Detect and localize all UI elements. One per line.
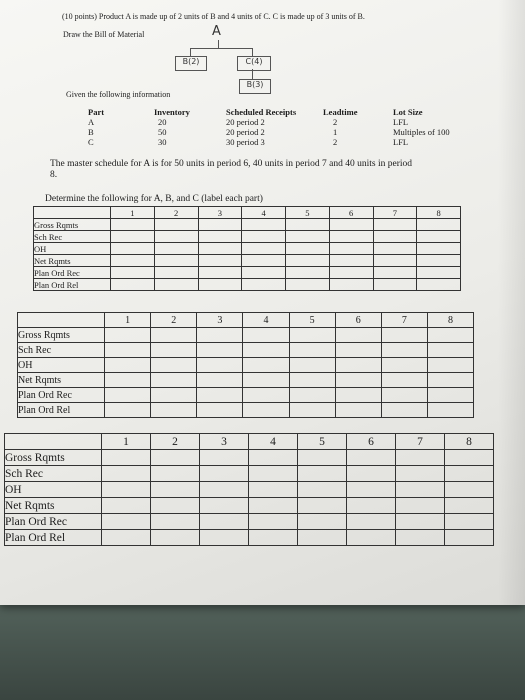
cell-lot: LFL [393,137,409,147]
blank-cell[interactable] [111,279,155,291]
blank-cell[interactable] [298,450,347,466]
leadtime-column [333,117,337,147]
table-row [18,373,474,388]
blank-cell[interactable] [298,466,347,482]
blank-cell[interactable] [298,530,347,546]
bom-box-b3: B(3) [239,79,271,94]
blank-cell[interactable] [102,530,151,546]
bom-connector [252,69,253,79]
period-cell: 1 [105,313,151,328]
blank-cell[interactable] [347,450,396,466]
blank-cell[interactable] [289,358,335,373]
blank-cell[interactable] [151,403,197,418]
blank-cell[interactable] [198,243,242,255]
cell-inventory: 30 [158,137,167,147]
corner-cell [5,434,102,450]
blank-cell[interactable] [111,243,155,255]
table-row [34,219,461,231]
blank-cell[interactable] [396,530,445,546]
table-row [18,403,474,418]
corner-cell [18,313,105,328]
blank-cell[interactable] [105,358,151,373]
row-label: Plan Ord Rec [5,514,102,530]
blank-cell[interactable] [298,482,347,498]
paper-shadow [498,0,525,605]
blank-cell[interactable] [151,373,197,388]
blank-cell[interactable] [329,219,373,231]
cell-part: B [88,127,94,137]
blank-cell[interactable] [249,466,298,482]
cell-leadtime: 2 [333,117,338,127]
blank-cell[interactable] [102,450,151,466]
blank-cell[interactable] [242,267,286,279]
blank-cell[interactable] [335,343,381,358]
blank-cell[interactable] [200,482,249,498]
blank-cell[interactable] [335,373,381,388]
blank-cell[interactable] [243,328,289,343]
blank-cell[interactable] [249,450,298,466]
row-label: Gross Rqmts [18,328,105,343]
blank-cell[interactable] [381,403,427,418]
blank-cell[interactable] [197,388,243,403]
blank-cell[interactable] [200,530,249,546]
blank-cell[interactable] [347,482,396,498]
blank-cell[interactable] [335,388,381,403]
blank-cell[interactable] [151,466,200,482]
blank-cell[interactable] [335,328,381,343]
blank-cell[interactable] [102,514,151,530]
blank-cell[interactable] [105,343,151,358]
bom-box-c4: C(4) [237,56,271,71]
period-header-row [18,313,474,328]
blank-cell[interactable] [102,498,151,514]
blank-cell[interactable] [347,530,396,546]
blank-cell[interactable] [396,482,445,498]
scheduled-column [226,117,265,147]
bom-connector [190,48,191,56]
blank-cell[interactable] [373,243,417,255]
blank-cell[interactable] [373,279,417,291]
blank-cell[interactable] [249,514,298,530]
period-cell: 6 [329,207,373,219]
cell-inventory: 50 [158,127,167,137]
blank-cell[interactable] [373,219,417,231]
bom-root-a: A [212,24,221,39]
table-row [5,514,494,530]
bom-box-b2: B(2) [175,56,207,71]
blank-cell[interactable] [427,388,473,403]
blank-cell[interactable] [417,231,461,243]
period-cell: 5 [298,434,347,450]
blank-cell[interactable] [151,498,200,514]
blank-cell[interactable] [335,403,381,418]
cell-inventory: 20 [158,117,167,127]
table-row [34,279,461,291]
blank-cell[interactable] [242,243,286,255]
blank-cell[interactable] [200,514,249,530]
col-header-scheduled: Scheduled Receipts [226,107,297,117]
period-cell: 3 [197,313,243,328]
period-cell: 4 [243,313,289,328]
blank-cell[interactable] [417,243,461,255]
blank-cell[interactable] [105,403,151,418]
row-label: Plan Ord Rel [18,403,105,418]
table-row [34,243,461,255]
table-row [34,255,461,267]
cell-part: A [88,117,95,127]
col-header-part: Part [88,107,105,117]
blank-cell[interactable] [111,255,155,267]
blank-cell[interactable] [286,219,330,231]
blank-cell[interactable] [105,373,151,388]
blank-cell[interactable] [381,358,427,373]
blank-cell[interactable] [373,267,417,279]
cell-part: C [88,137,94,147]
row-label: Gross Rqmts [34,219,111,231]
period-cell: 8 [427,313,473,328]
blank-cell[interactable] [381,343,427,358]
col-header-leadtime: Leadtime [323,107,358,117]
period-cell: 6 [335,313,381,328]
blank-cell[interactable] [396,498,445,514]
period-cell: 5 [289,313,335,328]
period-cell: 8 [417,207,461,219]
blank-cell[interactable] [347,498,396,514]
row-label: Plan Ord Rel [5,530,102,546]
cell-scheduled: 30 period 3 [226,137,265,147]
period-cell: 3 [198,207,242,219]
cell-lot: Multiples of 100 [393,127,450,137]
blank-cell[interactable] [396,450,445,466]
blank-cell[interactable] [427,358,473,373]
blank-cell[interactable] [289,328,335,343]
row-label: Net Rqmts [5,498,102,514]
table-row [18,358,474,373]
part-column [88,117,94,147]
inventory-column [158,117,167,147]
table-row [18,388,474,403]
row-label: Net Rqmts [34,255,111,267]
row-label: Sch Rec [5,466,102,482]
blank-cell[interactable] [347,466,396,482]
period-cell: 1 [111,207,155,219]
blank-cell[interactable] [298,498,347,514]
given-label: Given the following information [66,90,171,99]
blank-cell[interactable] [197,373,243,388]
table-row [5,498,494,514]
bom-connector [190,48,252,49]
period-cell: 5 [286,207,330,219]
blank-cell[interactable] [243,373,289,388]
blank-cell[interactable] [151,343,197,358]
blank-cell[interactable] [200,450,249,466]
blank-cell[interactable] [242,279,286,291]
blank-cell[interactable] [445,482,494,498]
period-cell: 7 [381,313,427,328]
row-label: Plan Ord Rel [34,279,111,291]
row-label: Plan Ord Rec [18,388,105,403]
blank-cell[interactable] [289,373,335,388]
blank-cell[interactable] [242,219,286,231]
blank-cell[interactable] [111,219,155,231]
blank-cell[interactable] [151,530,200,546]
blank-cell[interactable] [249,482,298,498]
blank-cell[interactable] [289,343,335,358]
blank-cell[interactable] [151,328,197,343]
blank-cell[interactable] [427,328,473,343]
cell-lot: LFL [393,117,409,127]
blank-cell[interactable] [445,514,494,530]
cell-scheduled: 20 period 2 [226,117,265,127]
blank-cell[interactable] [381,328,427,343]
problem-header: (10 points) Product A is made up of 2 units of B and 4 units of C. C is made up of 3 units of B. [62,12,365,21]
blank-cell[interactable] [197,343,243,358]
bom-instruction: Draw the Bill of Material [63,30,145,39]
blank-cell[interactable] [381,373,427,388]
table-row [5,450,494,466]
blank-cell[interactable] [198,231,242,243]
blank-cell[interactable] [102,466,151,482]
blank-cell[interactable] [151,358,197,373]
blank-cell[interactable] [242,231,286,243]
blank-cell[interactable] [329,255,373,267]
period-cell: 7 [373,207,417,219]
blank-cell[interactable] [289,388,335,403]
col-header-inventory: Inventory [154,107,190,117]
blank-cell[interactable] [200,498,249,514]
blank-cell[interactable] [102,482,151,498]
blank-cell[interactable] [417,219,461,231]
blank-cell[interactable] [417,279,461,291]
blank-cell[interactable] [286,231,330,243]
cell-leadtime: 2 [333,137,338,147]
blank-cell[interactable] [154,255,198,267]
blank-cell[interactable] [396,466,445,482]
blank-cell[interactable] [111,231,155,243]
blank-cell[interactable] [249,530,298,546]
period-cell: 3 [200,434,249,450]
blank-cell[interactable] [243,403,289,418]
blank-cell[interactable] [347,514,396,530]
blank-cell[interactable] [329,243,373,255]
mrp-table-3 [4,433,494,546]
blank-cell[interactable] [151,514,200,530]
row-label: Gross Rqmts [5,450,102,466]
table-surface [0,605,525,700]
blank-cell[interactable] [197,358,243,373]
period-header-row [5,434,494,450]
blank-cell[interactable] [427,343,473,358]
period-cell: 2 [151,434,200,450]
table-row [5,466,494,482]
blank-cell[interactable] [198,255,242,267]
row-label: OH [5,482,102,498]
blank-cell[interactable] [200,466,249,482]
row-label: Plan Ord Rec [34,267,111,279]
period-cell: 6 [347,434,396,450]
blank-cell[interactable] [286,279,330,291]
blank-cell[interactable] [373,231,417,243]
blank-cell[interactable] [298,514,347,530]
blank-cell[interactable] [329,279,373,291]
mrp-table-2 [17,312,474,418]
table-row [18,343,474,358]
period-cell: 4 [242,207,286,219]
blank-cell[interactable] [198,219,242,231]
blank-cell[interactable] [417,267,461,279]
corner-cell [34,207,111,219]
row-label: Sch Rec [18,343,105,358]
blank-cell[interactable] [154,231,198,243]
blank-cell[interactable] [154,219,198,231]
blank-cell[interactable] [445,530,494,546]
blank-cell[interactable] [151,482,200,498]
blank-cell[interactable] [105,388,151,403]
table-row [5,482,494,498]
blank-cell[interactable] [197,403,243,418]
blank-cell[interactable] [286,267,330,279]
period-cell: 8 [445,434,494,450]
row-label: Net Rqmts [18,373,105,388]
blank-cell[interactable] [329,267,373,279]
blank-cell[interactable] [105,328,151,343]
table-row [5,530,494,546]
blank-cell[interactable] [289,403,335,418]
blank-cell[interactable] [445,498,494,514]
mrp-table-1 [33,206,461,291]
blank-cell[interactable] [243,388,289,403]
master-schedule-line1: The master schedule for A is for 50 units in period 6, 40 units in period 7 and 40 units in period [50,159,413,169]
determine-instruction: Determine the following for A, B, and C (label each part) [45,194,263,204]
blank-cell[interactable] [154,279,198,291]
blank-cell[interactable] [286,243,330,255]
row-label: Sch Rec [34,231,111,243]
blank-cell[interactable] [381,388,427,403]
blank-cell[interactable] [427,373,473,388]
blank-cell[interactable] [154,243,198,255]
blank-cell[interactable] [417,255,461,267]
blank-cell[interactable] [154,267,198,279]
blank-cell[interactable] [198,279,242,291]
blank-cell[interactable] [445,466,494,482]
blank-cell[interactable] [111,267,155,279]
period-cell: 2 [151,313,197,328]
blank-cell[interactable] [373,255,417,267]
table-row [34,231,461,243]
period-cell: 4 [249,434,298,450]
bom-connector [218,40,219,48]
period-cell: 7 [396,434,445,450]
blank-cell[interactable] [198,267,242,279]
master-schedule-line2: 8. [50,170,58,180]
blank-cell[interactable] [329,231,373,243]
blank-cell[interactable] [249,498,298,514]
period-header-row [34,207,461,219]
col-header-lot: Lot Size [393,107,423,117]
cell-scheduled: 20 period 2 [226,127,265,137]
blank-cell[interactable] [445,450,494,466]
bom-connector [252,48,253,56]
blank-cell[interactable] [197,328,243,343]
period-cell: 2 [154,207,198,219]
blank-cell[interactable] [243,358,289,373]
cell-leadtime: 1 [333,127,338,137]
blank-cell[interactable] [427,403,473,418]
blank-cell[interactable] [335,358,381,373]
period-cell: 1 [102,434,151,450]
lot-column [393,117,450,147]
blank-cell[interactable] [396,514,445,530]
row-label: OH [18,358,105,373]
table-row [18,328,474,343]
blank-cell[interactable] [151,450,200,466]
blank-cell[interactable] [243,343,289,358]
blank-cell[interactable] [286,255,330,267]
table-row [34,267,461,279]
row-label: OH [34,243,111,255]
blank-cell[interactable] [151,388,197,403]
blank-cell[interactable] [242,255,286,267]
